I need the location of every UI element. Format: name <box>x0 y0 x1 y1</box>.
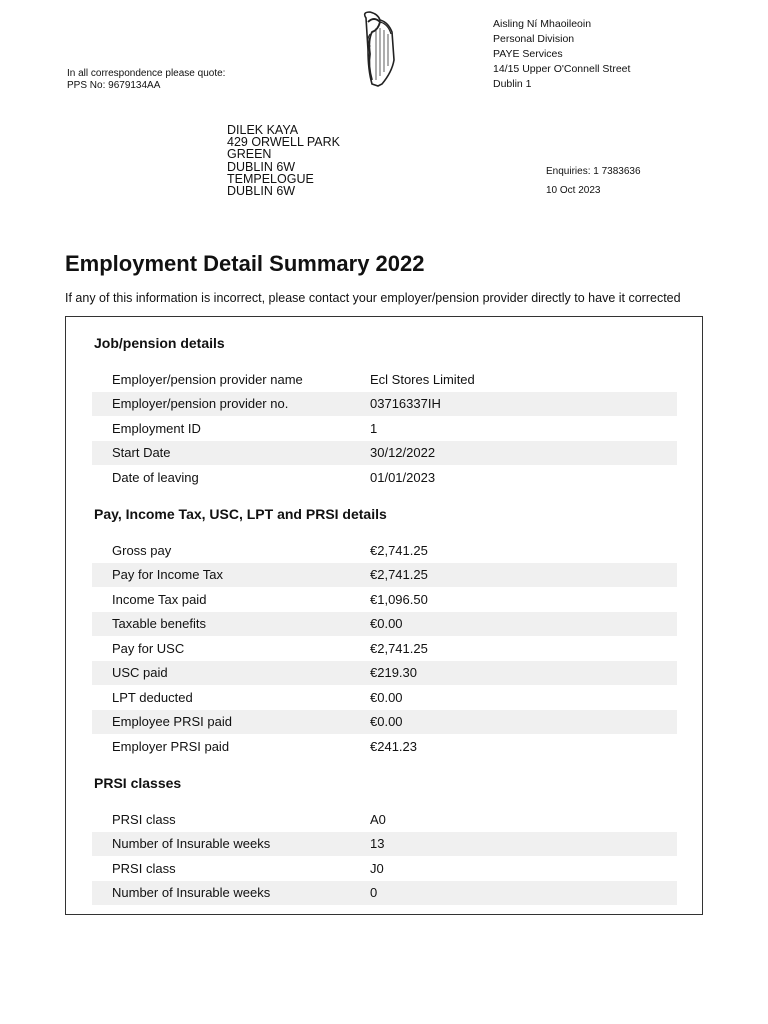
row-label: PRSI class <box>112 860 176 876</box>
row-value: J0 <box>370 860 384 876</box>
row-label: Start Date <box>112 445 171 461</box>
page-title: Employment Detail Summary 2022 <box>65 251 425 276</box>
row-label: Income Tax paid <box>112 591 207 607</box>
row-label: PRSI class <box>112 811 176 827</box>
details-box <box>65 316 703 915</box>
reference-quote <box>67 68 225 92</box>
sender-line: Dublin 1 <box>493 78 532 90</box>
row-value: €0.00 <box>370 689 403 705</box>
row-label: Pay for USC <box>112 640 185 656</box>
row-label: Gross pay <box>112 542 172 558</box>
row-value: 30/12/2022 <box>370 445 436 461</box>
quote-instruction: In all correspondence please quote: <box>67 68 226 79</box>
row-value: A0 <box>370 811 386 827</box>
row-value: 01/01/2023 <box>370 469 436 485</box>
row-value: €2,741.25 <box>370 640 428 656</box>
row-label: Employment ID <box>112 420 201 436</box>
row-label: Employee PRSI paid <box>112 714 232 730</box>
table-row <box>92 563 677 588</box>
table-row <box>92 465 677 490</box>
section-title-pay: Pay, Income Tax, USC, LPT and PRSI details <box>94 506 387 522</box>
correction-note: If any of this information is incorrect, please contact your employer/pension provider directly to have it corrected <box>65 291 681 305</box>
table-row <box>92 538 677 563</box>
table-row <box>92 685 677 710</box>
row-value: Ecl Stores Limited <box>370 371 475 387</box>
row-label: Date of leaving <box>112 469 199 485</box>
row-value: 13 <box>370 836 385 852</box>
table-row <box>92 734 677 759</box>
row-value: 1 <box>370 420 378 436</box>
table-row <box>92 587 677 612</box>
row-label: Employer/pension provider name <box>112 371 303 387</box>
recipient-line: DUBLIN 6W <box>227 184 296 199</box>
row-value: €0.00 <box>370 714 403 730</box>
sender-line: Personal Division <box>493 33 575 45</box>
row-value: €219.30 <box>370 665 417 681</box>
row-value: €1,096.50 <box>370 591 428 607</box>
table-row <box>92 807 677 832</box>
recipient-line: TEMPELOGUE <box>227 171 314 186</box>
job-details-table <box>92 367 677 490</box>
table-row <box>92 392 677 417</box>
enquiries-number: Enquiries: 1 7383636 <box>546 166 641 177</box>
table-row <box>92 661 677 686</box>
row-label: Taxable benefits <box>112 616 206 632</box>
table-row <box>92 612 677 637</box>
pps-number: PPS No: 9679134AA <box>67 80 161 91</box>
row-label: USC paid <box>112 665 168 681</box>
row-value: €2,741.25 <box>370 567 428 583</box>
prsi-classes-table <box>92 807 677 905</box>
row-label: Number of Insurable weeks <box>112 885 271 901</box>
table-row <box>92 710 677 735</box>
row-value: €0.00 <box>370 616 403 632</box>
recipient-line: GREEN <box>227 147 272 162</box>
row-value: €241.23 <box>370 738 417 754</box>
sender-line: Aisling Ní Mhaoileoin <box>493 18 592 30</box>
harp-emblem-icon <box>358 10 398 88</box>
row-label: Employer PRSI paid <box>112 738 230 754</box>
section-title-job: Job/pension details <box>94 335 225 351</box>
table-row <box>92 416 677 441</box>
table-row <box>92 367 677 392</box>
sender-line: 14/15 Upper O'Connell Street <box>493 63 631 75</box>
recipient-address <box>227 124 340 197</box>
row-value: 0 <box>370 885 378 901</box>
row-label: Pay for Income Tax <box>112 567 224 583</box>
recipient-line: 429 ORWELL PARK <box>227 135 341 150</box>
recipient-line: DILEK KAYA <box>227 123 299 137</box>
table-row <box>92 441 677 466</box>
row-label: Employer/pension provider no. <box>112 396 289 412</box>
row-value: €2,741.25 <box>370 542 428 558</box>
table-row <box>92 832 677 857</box>
sender-line: PAYE Services <box>493 48 563 60</box>
letter-date: 10 Oct 2023 <box>546 185 601 196</box>
table-row <box>92 636 677 661</box>
row-value: 03716337IH <box>370 396 441 412</box>
row-label: Number of Insurable weeks <box>112 836 271 852</box>
table-row <box>92 856 677 881</box>
recipient-line: DUBLIN 6W <box>227 159 296 174</box>
sender-address <box>493 17 630 92</box>
pay-details-table <box>92 538 677 759</box>
row-label: LPT deducted <box>112 689 193 705</box>
section-title-prsi: PRSI classes <box>94 775 182 791</box>
table-row <box>92 881 677 906</box>
